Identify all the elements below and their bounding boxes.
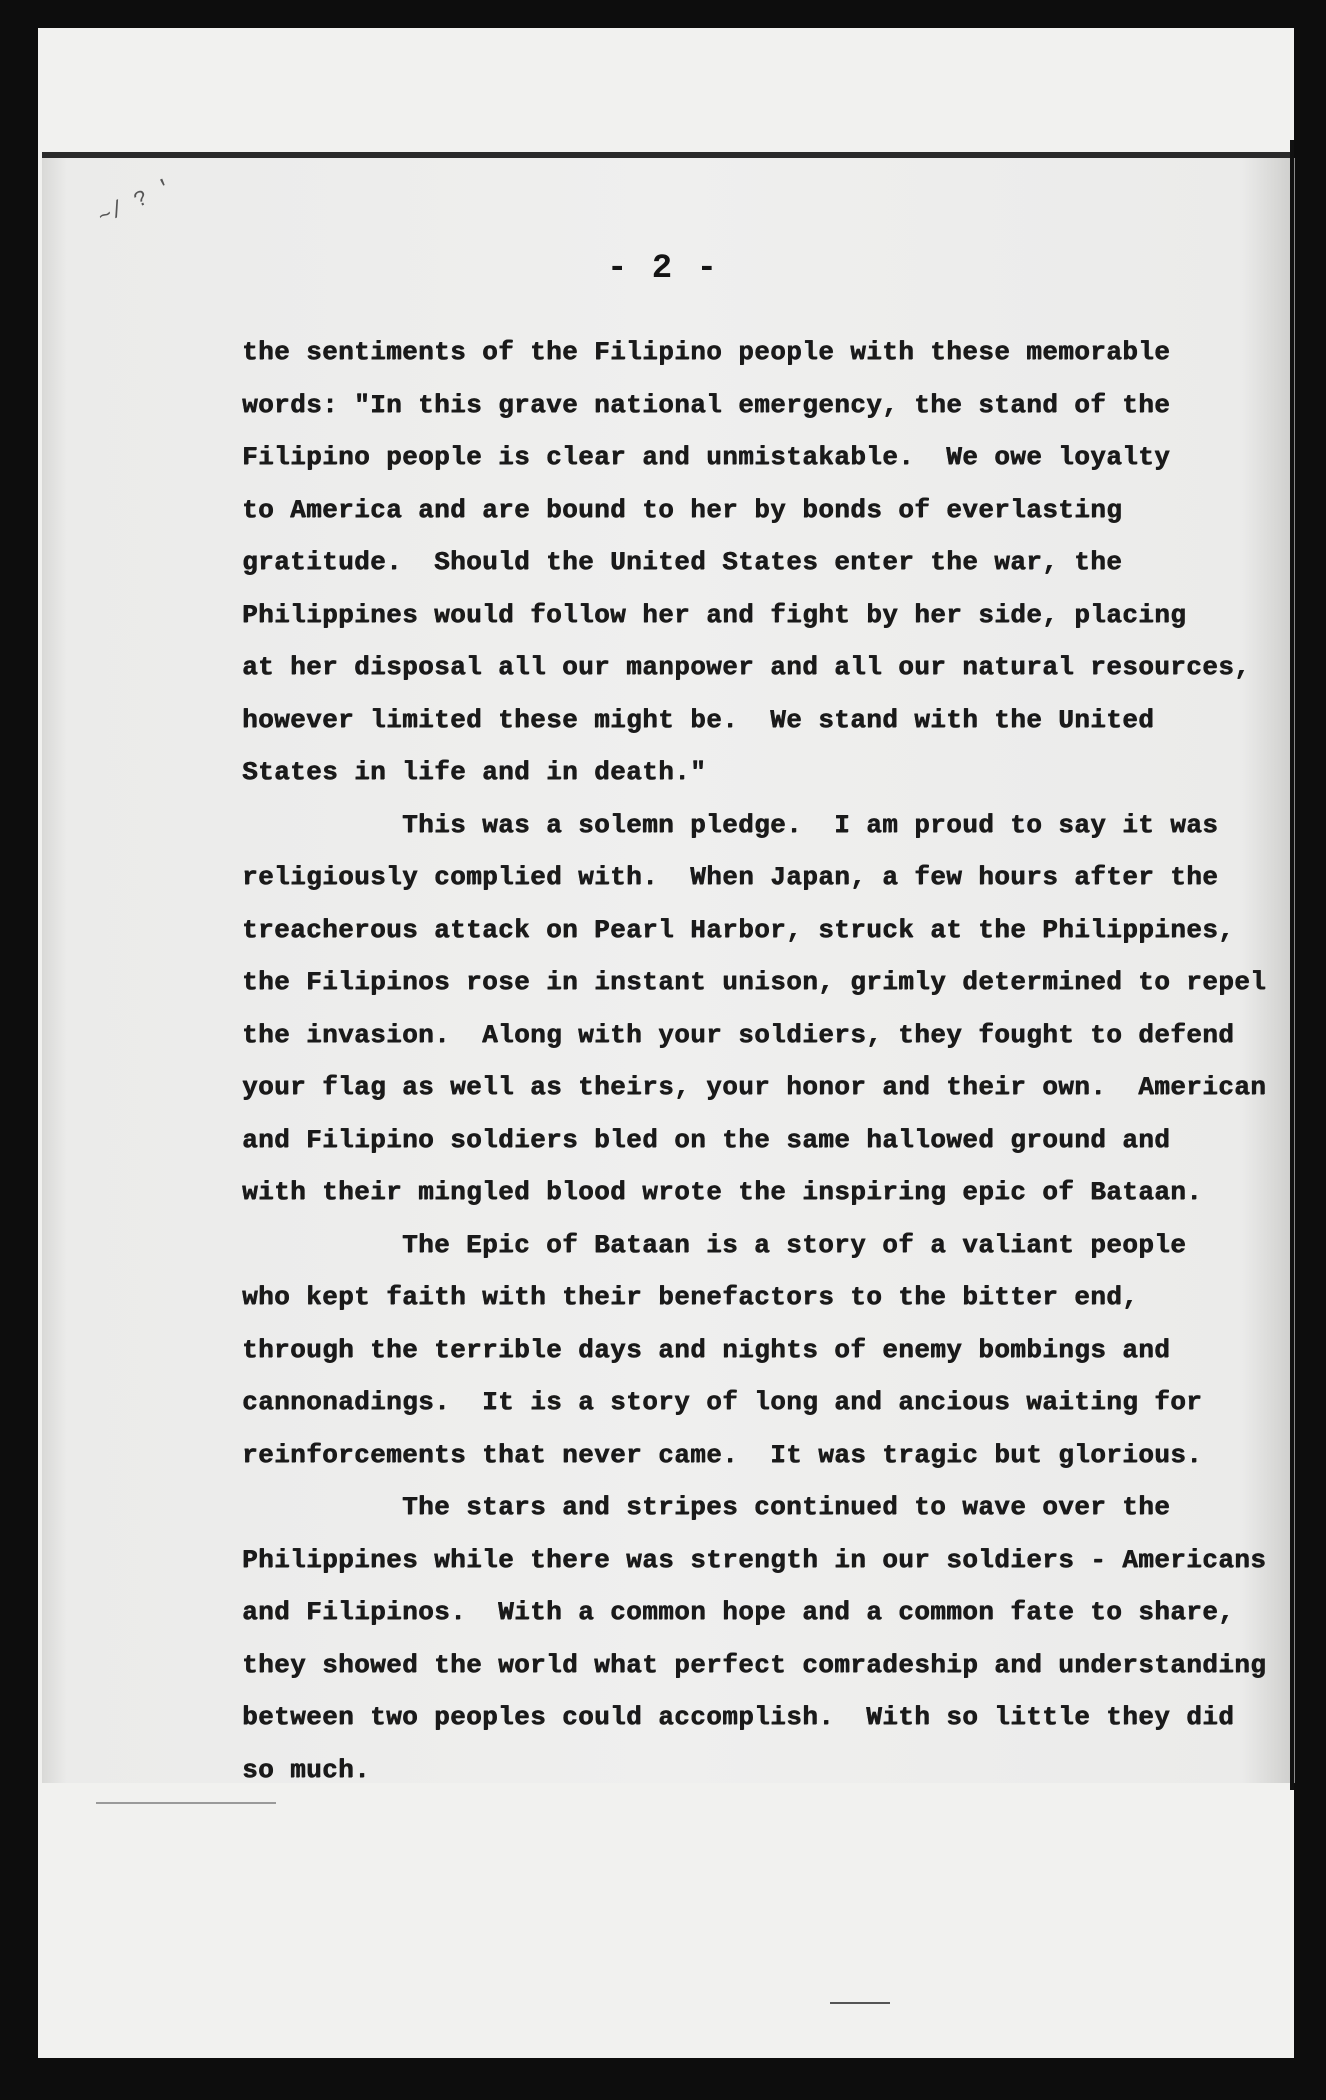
page-number: - 2 -	[606, 250, 720, 288]
sheet-right-edge	[1290, 140, 1294, 1790]
text-line: gratitude. Should the United States enter the war, the	[242, 547, 1123, 577]
text-line: Philippines would follow her and fight by her side, placing	[242, 599, 1187, 630]
typed-body-text	[242, 326, 1272, 1796]
text-line: reinforcements that never came. It was tragic but glorious.	[242, 1439, 1203, 1470]
paragraph-start-line: The Epic of Bataan is a story of a valiant people	[402, 1229, 1187, 1260]
text-line: the Filipinos rose in instant unison, grimly determined to repel	[242, 967, 1267, 997]
text-line: treacherous attack on Pearl Harbor, struck at the Philippines,	[242, 914, 1235, 945]
text-line: at her disposal all our manpower and all our natural resources,	[242, 652, 1251, 682]
text-line: your flag as well as theirs, your honor and their own. American	[242, 1072, 1267, 1102]
text-line: and Filipino soldiers bled on the same hallowed ground and	[242, 1124, 1171, 1155]
page-edge-line	[96, 1802, 276, 1804]
paragraph-start-line: The stars and stripes continued to wave over the	[402, 1492, 1171, 1522]
text-line: to America and are bound to her by bonds of everlasting	[242, 494, 1123, 525]
text-line: the sentiments of the Filipino people with these memorable	[242, 337, 1171, 367]
paragraph-start-line: This was a solemn pledge. I am proud to say it was	[402, 809, 1219, 840]
text-line: with their mingled blood wrote the inspiring epic of Bataan.	[242, 1177, 1203, 1207]
stray-mark	[830, 2002, 890, 2004]
text-line: who kept faith with their benefactors to the bitter end,	[242, 1282, 1139, 1312]
text-line: between two peoples could accomplish. With so little they did	[242, 1702, 1235, 1732]
text-line: through the terrible days and nights of enemy bombings and	[242, 1334, 1171, 1365]
text-line: and Filipinos. With a common hope and a common fate to share,	[242, 1597, 1235, 1627]
text-line: so much.	[242, 1754, 371, 1785]
text-line: religiously complied with. When Japan, a few hours after the	[242, 862, 1219, 892]
text-line: however limited these might be. We stand with the United	[242, 704, 1155, 735]
text-line: they showed the world what perfect comradeship and understanding	[242, 1649, 1267, 1680]
text-line: cannonadings. It is a story of long and ancious waiting for	[242, 1387, 1203, 1417]
text-line: the invasion. Along with your soldiers, they fought to defend	[242, 1019, 1235, 1050]
text-line: States in life and in death."	[242, 757, 707, 787]
text-line: Filipino people is clear and unmistakable. We owe loyalty	[242, 442, 1171, 472]
marginal-scribble: ~/ ? '	[94, 174, 177, 231]
text-line: words: "In this grave national emergency, the stand of the	[242, 389, 1171, 420]
text-line: Philippines while there was strength in our soldiers - Americans	[242, 1544, 1267, 1575]
